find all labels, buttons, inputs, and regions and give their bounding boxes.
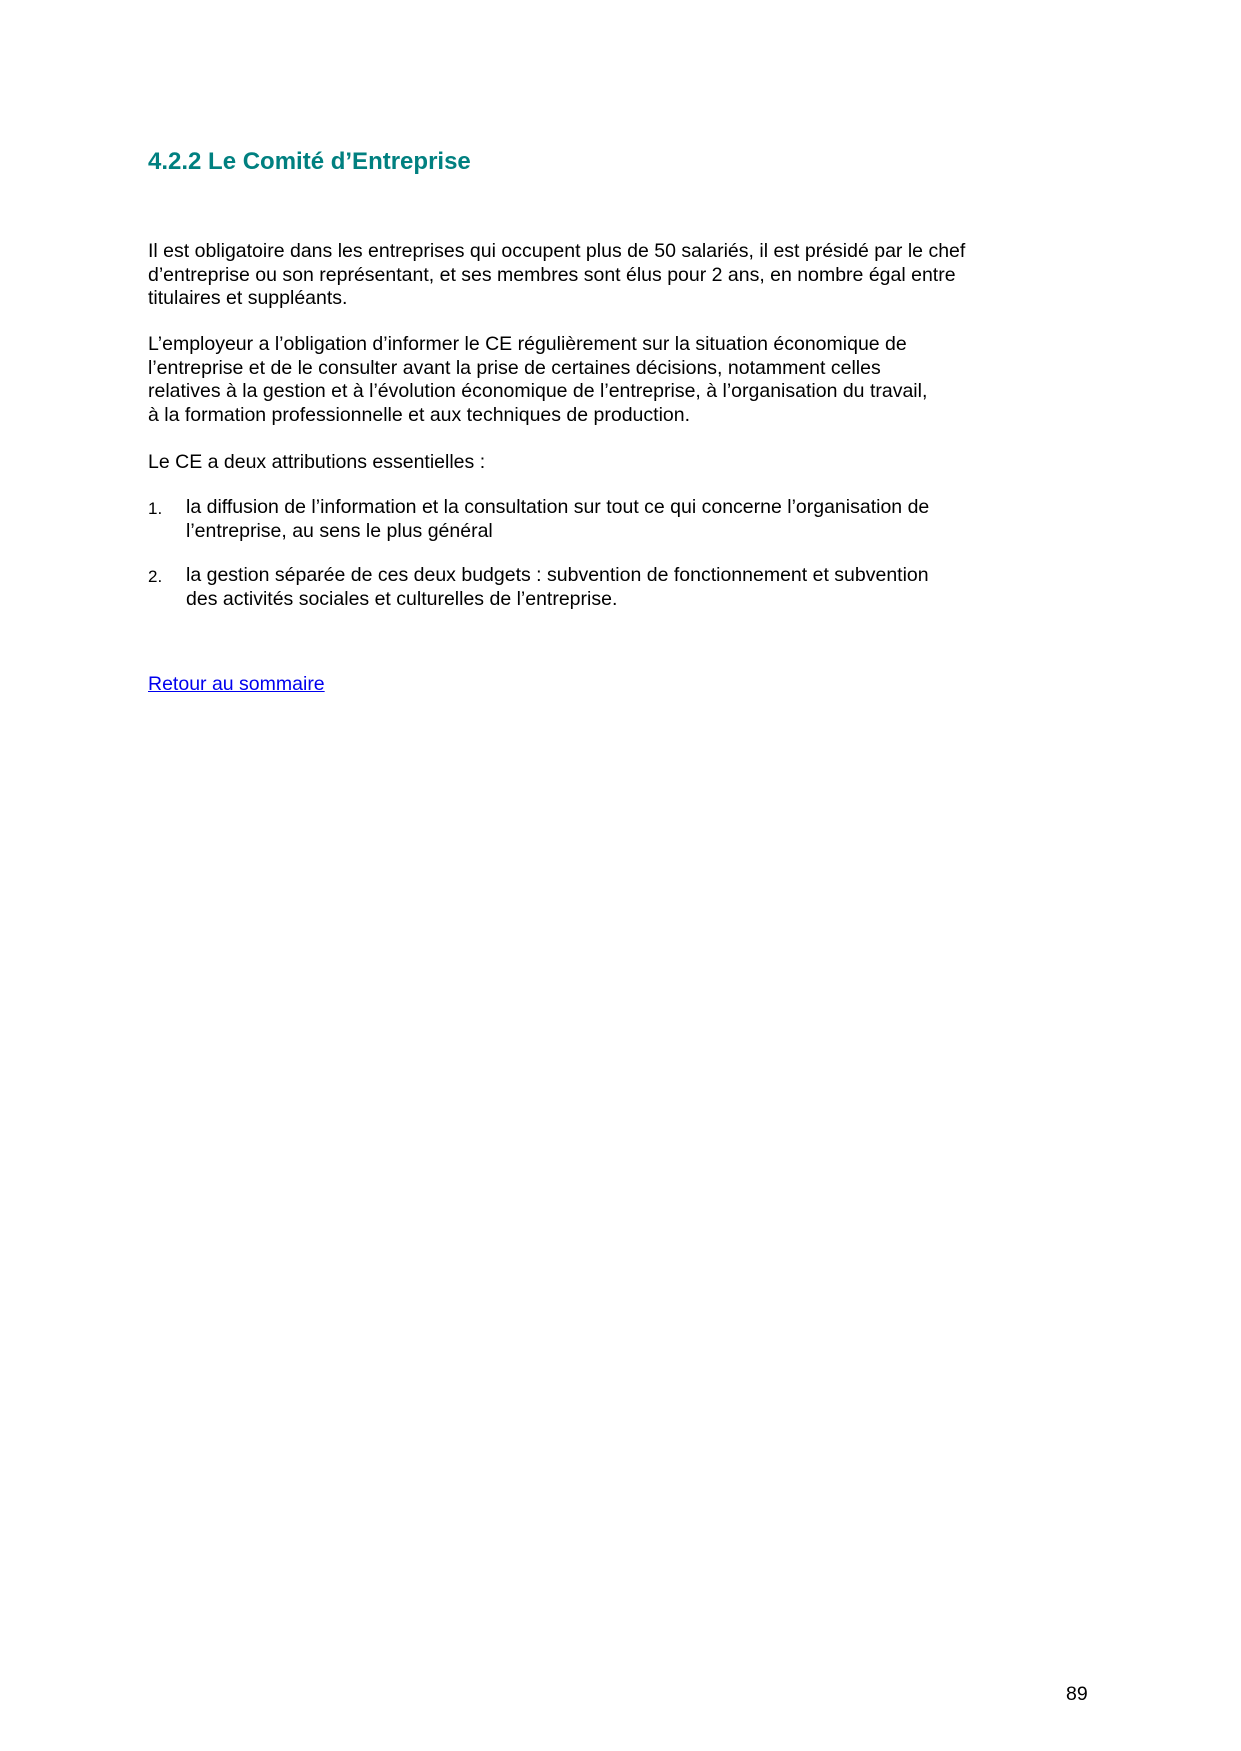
list-item-text bbox=[186, 496, 929, 543]
page-number: 89 bbox=[1066, 1683, 1088, 1705]
paragraph-line: d’entreprise ou son représentant, et ses membres sont élus pour 2 ans, en nombre égal entre bbox=[148, 263, 956, 286]
back-to-summary-link[interactable]: Retour au sommaire bbox=[148, 673, 325, 695]
list-item-line: l’entreprise, au sens le plus général bbox=[186, 519, 493, 542]
section-heading: 4.2.2 Le Comité d’Entreprise bbox=[148, 148, 471, 175]
paragraph-attributions-intro bbox=[148, 451, 1048, 475]
paragraph-employer-obligation bbox=[148, 333, 1048, 427]
list-item-line: la diffusion de l’information et la consultation sur tout ce qui concerne l’organisation de bbox=[186, 496, 930, 518]
paragraph-line: titulaires et suppléants. bbox=[148, 287, 348, 309]
list-item-line: la gestion séparée de ces deux budgets : subvention de fonctionnement et subvention bbox=[186, 564, 929, 586]
paragraph-line: relatives à la gestion et à l’évolution économique de l’entreprise, à l’organisation du travail, bbox=[148, 380, 928, 402]
paragraph-line: l’entreprise et de le consulter avant la prise de certaines décisions, notamment celles bbox=[148, 356, 881, 379]
paragraph-intro bbox=[148, 240, 1048, 311]
list-item-line: des activités sociales et culturelles de l’entreprise. bbox=[186, 587, 618, 610]
paragraph-line: Il est obligatoire dans les entreprises qui occupent plus de 50 salariés, il est présidé par le chef bbox=[148, 240, 966, 262]
list-number: 1. bbox=[148, 499, 163, 518]
paragraph-line: à la formation professionnelle et aux techniques de production. bbox=[148, 403, 691, 426]
paragraph-line: Le CE a deux attributions essentielles : bbox=[148, 451, 486, 473]
list-item-text bbox=[186, 564, 929, 611]
list-number: 2. bbox=[148, 567, 163, 586]
paragraph-line: L’employeur a l’obligation d’informer le CE régulièrement sur la situation économique de bbox=[148, 333, 907, 355]
